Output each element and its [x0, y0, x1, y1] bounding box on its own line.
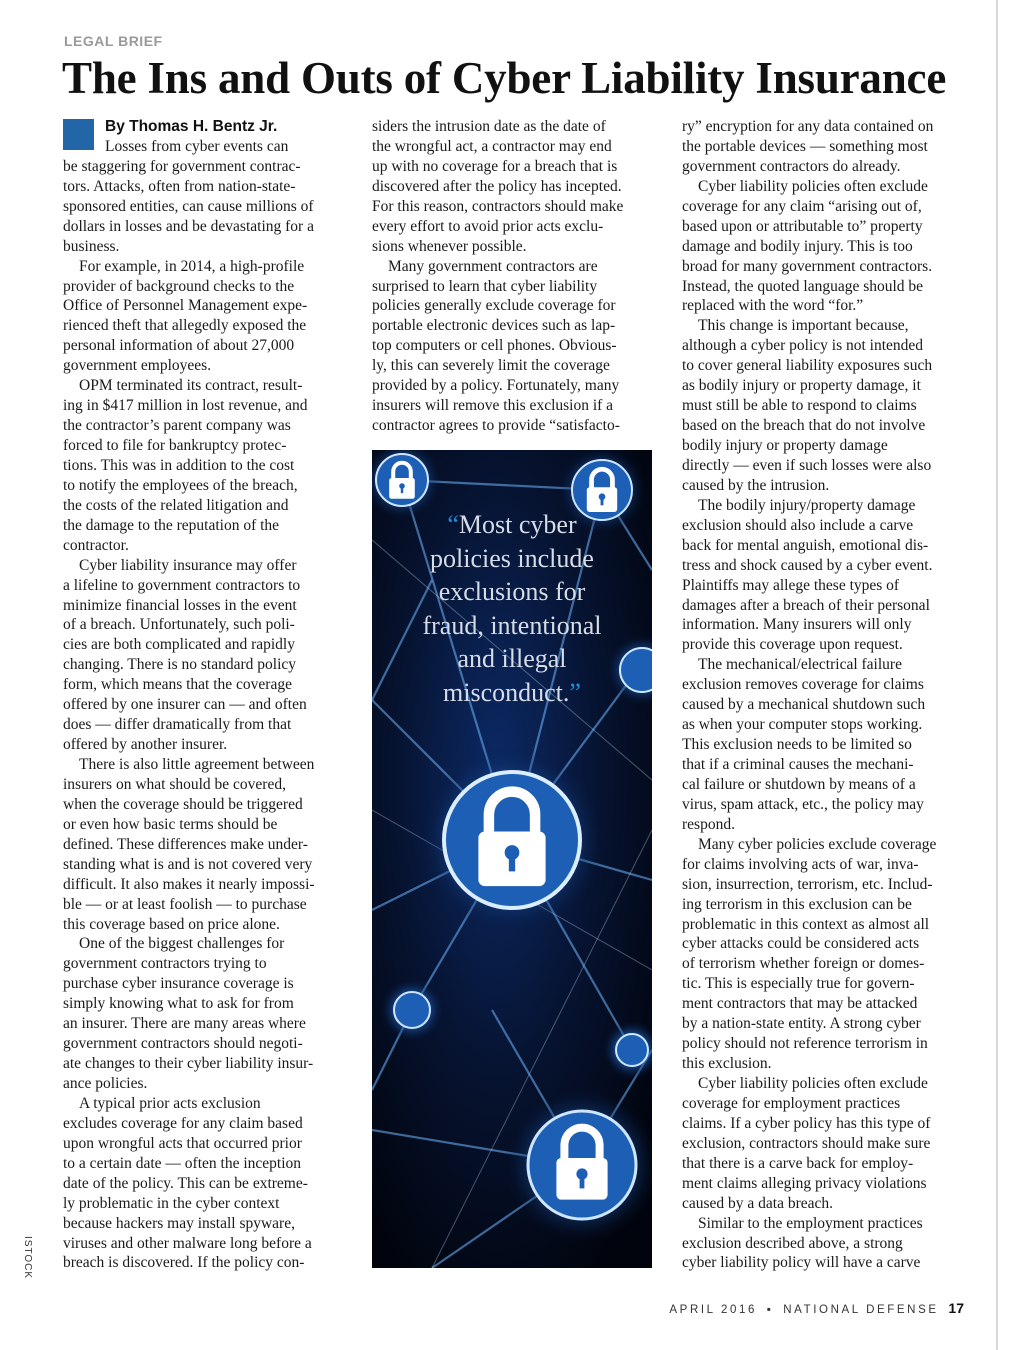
- pull-quote-line: Most cyber: [458, 510, 577, 539]
- text-line: offered by another insurer.: [63, 736, 228, 754]
- article-column-2: [372, 117, 654, 436]
- text-line: caused by a mechanical shutdown such: [682, 696, 926, 714]
- text-line: coverage for any claim “arising out of,: [682, 197, 922, 215]
- article-column-1: [63, 117, 345, 1273]
- text-line: ate changes to their cyber liability insur-: [63, 1055, 314, 1073]
- text-line: based on the breach that do not involve: [682, 417, 926, 435]
- text-line: caused by a data breach.: [682, 1194, 834, 1212]
- text-line: coverage for employment practices: [682, 1094, 901, 1112]
- text-line: virus, spam attack, etc., the policy may: [682, 795, 924, 813]
- text-line: as when your computer stops working.: [682, 716, 923, 734]
- text-line: contractor agrees to provide “satisfacto-: [372, 417, 620, 435]
- page-edge-rule: [996, 0, 998, 1350]
- text-line: ly problematic in the cyber context: [63, 1194, 280, 1212]
- text-line: government contractors should negoti-: [63, 1035, 303, 1053]
- text-line: ment claims alleging privacy violations: [682, 1174, 927, 1192]
- text-line: simply knowing what to ask for from: [63, 995, 294, 1013]
- text-line: the portable devices — something most: [682, 137, 928, 155]
- article-column-3: [682, 117, 967, 1273]
- text-line: the contractor’s parent company was: [63, 417, 291, 435]
- publication-name: NATIONAL DEFENSE: [783, 1304, 939, 1316]
- text-line: that there is a carve back for employ-: [682, 1154, 914, 1172]
- footer-separator: ▪: [766, 1304, 774, 1316]
- page-number: 17: [948, 1300, 964, 1316]
- text-line: offered by one insurer can — and often: [63, 696, 307, 714]
- text-line: be staggering for government contrac-: [63, 157, 301, 175]
- text-line: tic. This is especially true for govern-: [682, 975, 915, 993]
- text-line: breach is discovered. If the policy con-: [63, 1254, 305, 1272]
- text-line: this coverage based on price alone.: [63, 915, 280, 933]
- text-line: because hackers may install spyware,: [63, 1214, 295, 1232]
- text-line: as bodily injury or property damage, it: [682, 377, 921, 395]
- text-line: top computers or cell phones. Obvious-: [372, 337, 617, 355]
- accent-square: [63, 119, 94, 150]
- text-line: provide this coverage upon request.: [682, 636, 903, 654]
- text-line: government employees.: [63, 357, 212, 375]
- byline: By Thomas H. Bentz Jr.: [105, 118, 278, 135]
- text-line: must still be able to respond to claims: [682, 397, 917, 415]
- text-line: dollars in losses and be devastating for a: [63, 217, 314, 235]
- text-line: that if a criminal causes the mechani-: [682, 756, 914, 773]
- text-line: upon wrongful acts that occurred prior: [63, 1134, 302, 1152]
- text-line: of a breach. Unfortunately, such poli-: [63, 616, 295, 634]
- photo-credit: ISTOCK: [22, 1236, 33, 1280]
- text-line: purchase cyber insurance coverage is: [63, 975, 294, 993]
- text-line: business.: [63, 237, 120, 255]
- text-line: caused by the intrusion.: [682, 476, 830, 494]
- text-line: ry” encryption for any data contained on: [682, 118, 934, 135]
- text-line: the wrongful act, a contractor may end: [372, 137, 612, 155]
- column-2-text: [372, 117, 654, 436]
- text-line: information. Many insurers will only: [682, 616, 912, 634]
- pull-quote-line: exclusions for: [438, 577, 586, 607]
- column-1-text: [63, 137, 345, 1273]
- text-line: exclusion should also include a carve: [682, 516, 914, 534]
- text-line: broad for many government contractors.: [682, 257, 933, 275]
- text-line: although a cyber policy is not intended: [682, 337, 924, 355]
- text-line: ment contractors that may be attacked: [682, 995, 918, 1013]
- text-line: discovered after the policy has incepted.: [372, 177, 622, 195]
- text-line: contractor.: [63, 536, 129, 554]
- text-line: every effort to avoid prior acts exclu-: [372, 217, 604, 235]
- pull-quote: [372, 508, 652, 710]
- text-line: respond.: [682, 815, 735, 833]
- byline-row: [63, 117, 345, 137]
- text-line: the damage to the reputation of the: [63, 516, 280, 534]
- text-line: Instead, the quoted language should be: [682, 277, 924, 295]
- text-line: viruses and other malware long before a: [63, 1234, 312, 1252]
- text-line: form, which means that the coverage: [63, 676, 292, 694]
- text-line: Losses from cyber events can: [105, 137, 289, 155]
- text-line: ance policies.: [63, 1075, 148, 1092]
- text-line: The bodily injury/property damage: [698, 496, 916, 514]
- text-line: the costs of the related litigation and: [63, 496, 289, 514]
- text-line: exclusion described above, a strong: [682, 1234, 903, 1252]
- text-line: sponsored entities, can cause millions of: [63, 197, 314, 215]
- text-line: a lifeline to government contractors to: [63, 576, 301, 594]
- pull-quote-line: and illegal: [457, 644, 567, 674]
- page-footer: [669, 1300, 964, 1316]
- text-line: difficult. It also makes it nearly impossi-: [63, 875, 315, 893]
- text-line: by a nation-state entity. A strong cyber: [682, 1015, 921, 1033]
- text-line: changing. There is no standard policy: [63, 656, 297, 674]
- text-line: to cover general liability exposures such: [682, 357, 933, 375]
- text-line: siders the intrusion date as the date of: [372, 118, 606, 135]
- issue-date: APRIL 2016: [669, 1304, 757, 1316]
- text-line: portable electronic devices such as lap-: [372, 317, 616, 335]
- text-line: surprised to learn that cyber liability: [372, 277, 598, 295]
- text-line: to notify the employees of the breach,: [63, 476, 298, 494]
- text-line: Similar to the employment practices: [698, 1214, 923, 1232]
- text-line: date of the policy. This can be extreme-: [63, 1174, 308, 1192]
- text-line: Cyber liability policies often exclude: [698, 177, 928, 195]
- text-line: minimize financial losses in the event: [63, 596, 297, 614]
- text-line: Cyber liability policies often exclude: [698, 1075, 928, 1092]
- text-line: damage and bodily injury. This is too: [682, 237, 913, 255]
- text-line: cyber liability policy will have a carve: [682, 1254, 921, 1272]
- text-line: government contractors trying to: [63, 955, 267, 973]
- text-line: replaced with the word “for.”: [682, 297, 864, 315]
- text-line: For example, in 2014, a high-profile: [79, 257, 305, 275]
- text-line: tress and shock caused by a cyber event.: [682, 556, 933, 574]
- text-line: insurers will remove this exclusion if a: [372, 397, 614, 415]
- text-line: This change is important because,: [698, 317, 909, 335]
- text-line: A typical prior acts exclusion: [79, 1094, 261, 1112]
- text-line: cal failure or shutdown by means of a: [682, 775, 916, 793]
- text-line: this exclusion.: [682, 1055, 772, 1073]
- text-line: ing in $417 million in lost revenue, and: [63, 397, 308, 415]
- text-line: for claims involving acts of war, inva-: [682, 855, 919, 873]
- text-line: standing what is and is not covered very: [63, 855, 313, 873]
- text-line: ing terrorism in this exclusion can be: [682, 895, 912, 913]
- text-line: cies are both complicated and rapidly: [63, 636, 295, 654]
- text-line: back for mental anguish, emotional dis-: [682, 536, 929, 554]
- pull-quote-close-mark: ”: [569, 677, 581, 707]
- text-line: tions. This was in addition to the cost: [63, 456, 295, 474]
- text-line: Plaintiffs may allege these types of: [682, 576, 900, 594]
- text-line: bodily injury or property damage: [682, 437, 888, 454]
- text-line: ble — or at least foolish — to purchase: [63, 895, 307, 913]
- section-kicker: LEGAL BRIEF: [64, 33, 163, 49]
- text-line: does — differ dramatically from that: [63, 716, 292, 734]
- text-line: Cyber liability insurance may offer: [79, 556, 297, 574]
- text-line: rienced theft that allegedly exposed the: [63, 317, 307, 335]
- text-line: policies generally exclude coverage for: [372, 297, 616, 315]
- text-line: provided by a policy. Fortunately, many: [372, 377, 620, 395]
- pull-quote-line: fraud, intentional: [422, 610, 602, 640]
- article-headline: The Ins and Outs of Cyber Liability Insurance: [62, 53, 947, 103]
- pull-quote-line: misconduct.: [443, 677, 570, 707]
- text-line: cyber attacks could be considered acts: [682, 935, 920, 953]
- text-line: sion, insurrection, terrorism, etc. Includ-: [682, 875, 933, 893]
- text-line: ly, this can severely limit the coverage: [372, 357, 610, 375]
- pull-quote-line: policies include: [430, 543, 594, 573]
- text-line: government contractors do already.: [682, 157, 901, 175]
- text-line: or even how basic terms should be: [63, 815, 278, 833]
- text-line: insurers on what should be covered,: [63, 775, 286, 793]
- text-line: policy should not reference terrorism in: [682, 1035, 928, 1053]
- text-line: to a certain date — often the inception: [63, 1154, 302, 1172]
- text-line: Many government contractors are: [388, 257, 598, 275]
- text-line: of terrorism whether foreign or domes-: [682, 955, 925, 973]
- text-line: One of the biggest challenges for: [79, 935, 285, 953]
- text-line: problematic in this context as almost all: [682, 915, 930, 933]
- text-line: exclusion, contractors should make sure: [682, 1134, 931, 1152]
- text-line: an insurer. There are many areas where: [63, 1015, 306, 1033]
- text-line: exclusion removes coverage for claims: [682, 676, 924, 694]
- text-line: based upon or attributable to” property: [682, 217, 923, 235]
- text-line: damages after a breach of their personal: [682, 596, 930, 614]
- text-line: defined. These differences make under-: [63, 835, 308, 853]
- text-line: For this reason, contractors should make: [372, 197, 624, 215]
- text-line: personal information of about 27,000: [63, 337, 295, 355]
- text-line: when the coverage should be triggered: [63, 795, 303, 813]
- text-line: There is also little agreement between: [79, 756, 315, 773]
- text-line: up with no coverage for a breach that is: [372, 157, 618, 175]
- text-line: OPM terminated its contract, result-: [79, 377, 303, 395]
- text-line: excludes coverage for any claim based: [63, 1114, 303, 1132]
- text-line: The mechanical/electrical failure: [698, 656, 902, 674]
- text-line: Office of Personnel Management expe-: [63, 297, 308, 315]
- text-line: provider of background checks to the: [63, 277, 295, 295]
- text-line: directly — even if such losses were also: [682, 456, 932, 474]
- text-line: Many cyber policies exclude coverage: [698, 835, 937, 853]
- text-line: sions whenever possible.: [372, 237, 527, 255]
- text-line: claims. If a cyber policy has this type of: [682, 1114, 931, 1132]
- pull-quote-open-mark: “: [447, 510, 459, 539]
- text-line: tors. Attacks, often from nation-state-: [63, 177, 296, 195]
- text-line: forced to file for bankruptcy protec-: [63, 437, 287, 454]
- column-3-text: [682, 117, 967, 1273]
- text-line: This exclusion needs to be limited so: [682, 736, 912, 754]
